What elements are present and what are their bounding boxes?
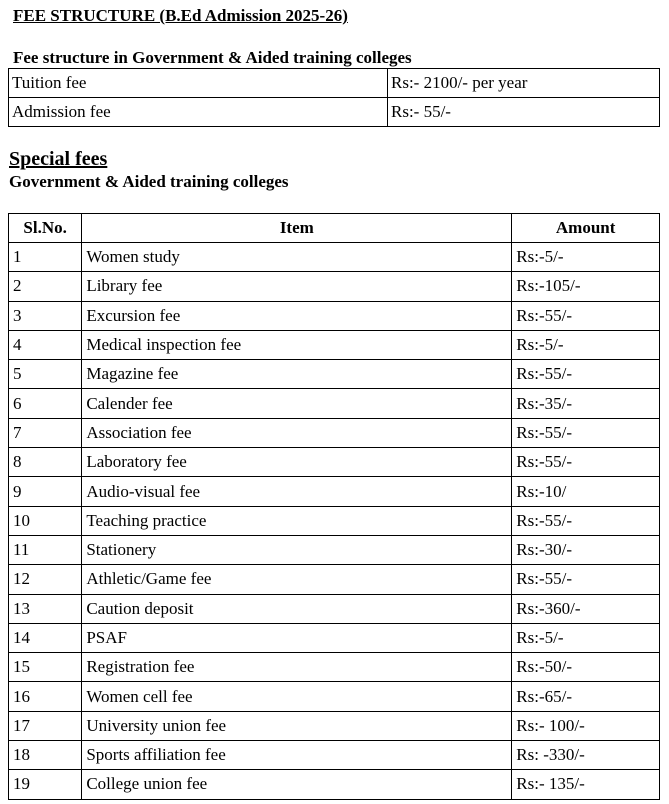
cell-item: University union fee: [82, 711, 512, 740]
cell-amount: Rs:-105/-: [512, 272, 660, 301]
table-row: [9, 243, 660, 272]
cell-item: Women cell fee: [82, 682, 512, 711]
cell-sl-no: 13: [9, 594, 82, 623]
cell-sl-no: 15: [9, 653, 82, 682]
special-fees-body: [9, 243, 660, 800]
table-row: [9, 594, 660, 623]
cell-amount: Rs:-30/-: [512, 535, 660, 564]
special-fees-subheading: Government & Aided training colleges: [9, 172, 289, 191]
fee-structure-table: [8, 68, 660, 127]
column-header-sl-no: Sl.No.: [9, 214, 82, 243]
cell-item: Teaching practice: [82, 506, 512, 535]
cell-item: Audio-visual fee: [82, 477, 512, 506]
cell-item: Women study: [82, 243, 512, 272]
cell-sl-no: 12: [9, 565, 82, 594]
cell-amount: Rs:-10/: [512, 477, 660, 506]
table-row: [9, 272, 660, 301]
cell-item: Registration fee: [82, 653, 512, 682]
cell-amount: Rs:-50/-: [512, 653, 660, 682]
cell-sl-no: 1: [9, 243, 82, 272]
cell-amount: Rs:-55/-: [512, 360, 660, 389]
cell-item: Excursion fee: [82, 301, 512, 330]
table-row: [9, 741, 660, 770]
table-row: [9, 770, 660, 799]
table-row: [9, 69, 660, 98]
cell-amount: Rs:-5/-: [512, 330, 660, 359]
cell-item: Magazine fee: [82, 360, 512, 389]
cell-amount: Rs:- 100/-: [512, 711, 660, 740]
table-row: [9, 623, 660, 652]
special-fees-table: [8, 213, 660, 800]
table-row: [9, 682, 660, 711]
special-fees-heading: Special fees: [9, 148, 108, 170]
table-row: [9, 330, 660, 359]
table-row: [9, 653, 660, 682]
table-row: [9, 711, 660, 740]
table-header-row: [9, 214, 660, 243]
cell-sl-no: 11: [9, 535, 82, 564]
table-row: [9, 389, 660, 418]
table-row: [9, 360, 660, 389]
cell-item: College union fee: [82, 770, 512, 799]
cell-sl-no: 19: [9, 770, 82, 799]
cell-item: Medical inspection fee: [82, 330, 512, 359]
cell-amount: Rs:-5/-: [512, 623, 660, 652]
fee-value: Rs:- 2100/- per year: [388, 69, 660, 98]
cell-item: Laboratory fee: [82, 448, 512, 477]
table-row: [9, 535, 660, 564]
table-row: [9, 418, 660, 447]
cell-item: Library fee: [82, 272, 512, 301]
cell-sl-no: 6: [9, 389, 82, 418]
cell-amount: Rs:-360/-: [512, 594, 660, 623]
column-header-amount: Amount: [512, 214, 660, 243]
cell-item: Stationery: [82, 535, 512, 564]
table-row: [9, 477, 660, 506]
table-row: [9, 98, 660, 127]
cell-item: PSAF: [82, 623, 512, 652]
cell-sl-no: 9: [9, 477, 82, 506]
cell-sl-no: 4: [9, 330, 82, 359]
fee-structure-heading: Fee structure in Government & Aided training colleges: [13, 48, 412, 67]
cell-sl-no: 16: [9, 682, 82, 711]
cell-sl-no: 17: [9, 711, 82, 740]
cell-item: Sports affiliation fee: [82, 741, 512, 770]
cell-amount: Rs:-35/-: [512, 389, 660, 418]
table-row: [9, 448, 660, 477]
cell-amount: Rs:-55/-: [512, 448, 660, 477]
cell-item: Calender fee: [82, 389, 512, 418]
cell-amount: Rs:-55/-: [512, 301, 660, 330]
cell-sl-no: 8: [9, 448, 82, 477]
table-row: [9, 301, 660, 330]
cell-sl-no: 18: [9, 741, 82, 770]
table-row: [9, 506, 660, 535]
table-row: [9, 565, 660, 594]
column-header-item: Item: [82, 214, 512, 243]
cell-sl-no: 7: [9, 418, 82, 447]
fee-label: Tuition fee: [9, 69, 388, 98]
cell-amount: Rs: -330/-: [512, 741, 660, 770]
cell-sl-no: 5: [9, 360, 82, 389]
cell-amount: Rs:-55/-: [512, 565, 660, 594]
cell-amount: Rs:-65/-: [512, 682, 660, 711]
cell-amount: Rs:-5/-: [512, 243, 660, 272]
cell-sl-no: 3: [9, 301, 82, 330]
fee-value: Rs:- 55/-: [388, 98, 660, 127]
cell-sl-no: 2: [9, 272, 82, 301]
page-title: FEE STRUCTURE (B.Ed Admission 2025-26): [13, 6, 348, 25]
cell-sl-no: 14: [9, 623, 82, 652]
cell-item: Athletic/Game fee: [82, 565, 512, 594]
cell-amount: Rs:-55/-: [512, 506, 660, 535]
cell-amount: Rs:-55/-: [512, 418, 660, 447]
cell-item: Caution deposit: [82, 594, 512, 623]
fee-label: Admission fee: [9, 98, 388, 127]
cell-sl-no: 10: [9, 506, 82, 535]
cell-amount: Rs:- 135/-: [512, 770, 660, 799]
cell-item: Association fee: [82, 418, 512, 447]
